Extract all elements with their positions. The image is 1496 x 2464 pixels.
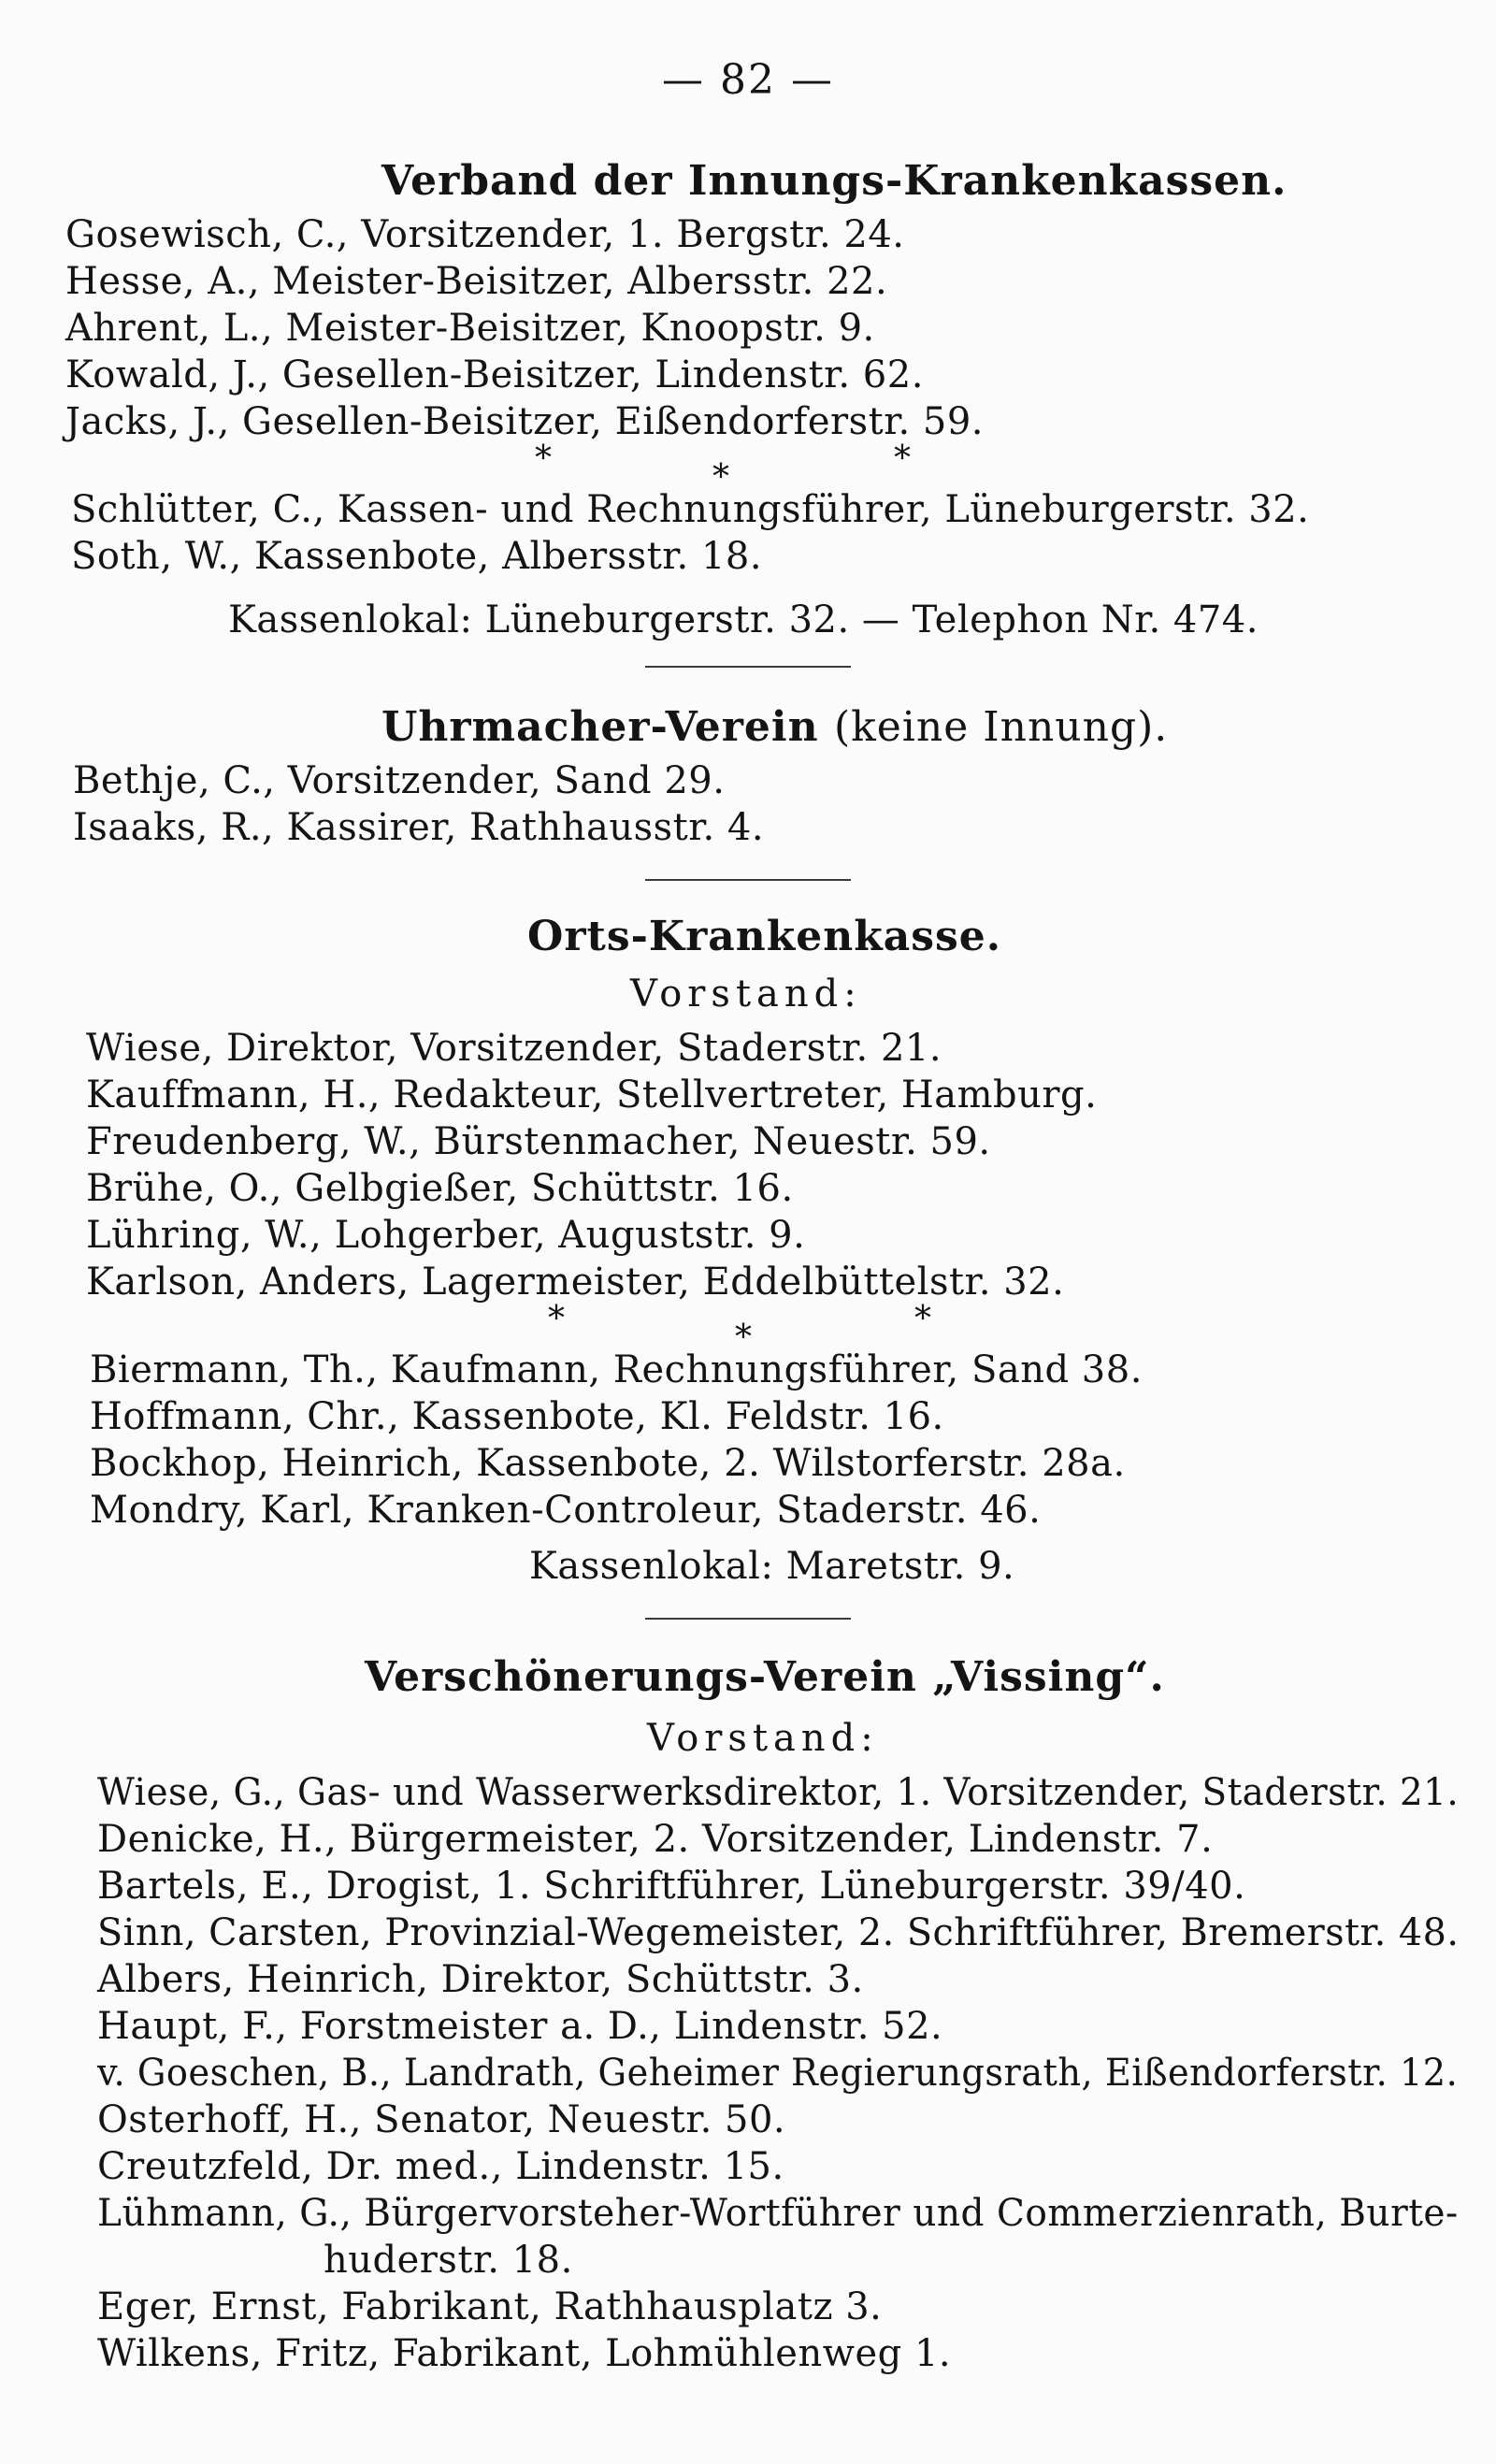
separator-star: * [914,1300,931,1338]
entry-line: Kowald, J., Gesellen-Beisitzer, Lindenstr. 62. [65,353,924,396]
divider-rule [645,879,851,881]
entry-line: Wiese, G., Gas- und Wasserwerksdirektor, 1. Vorsitzender, Staderstr. 21. [97,1771,1460,1814]
entry-line: Wiese, Direktor, Vorsitzender, Staderstr. 21. [86,1027,942,1070]
page-number: — 82 — [662,56,834,104]
entry-line: Creutzfeld, Dr. med., Lindenstr. 15. [97,2145,784,2188]
section-title-text: Uhrmacher-Verein [381,703,819,751]
entry-line: Lühring, W., Lohgerber, Auguststr. 9. [86,1214,806,1257]
entry-line: Lühmann, G., Bürgervorsteher-Wortführer und Commerzienrath, Burte- [97,2192,1459,2235]
section-title-verschoenerungs-verein: Verschönerungs-Verein „Vissing“. [365,1653,1165,1701]
separator-star: * [712,458,729,497]
entry-line: Kauffmann, H., Redakteur, Stellvertreter, Hamburg. [86,1073,1098,1117]
section-subtitle: Vorstand: [630,973,862,1016]
entry-line: Hoffmann, Chr., Kassenbote, Kl. Feldstr. 16. [90,1395,944,1438]
section-title-note: (keine Innung). [833,703,1169,751]
section-title-orts-krankenkasse: Orts-Krankenkasse. [527,913,1002,960]
entry-line: Gosewisch, C., Vorsitzender, 1. Bergstr. 24. [65,213,905,256]
section-subtitle: Vorstand: [647,1717,879,1760]
entry-line: Jacks, J., Gesellen-Beisitzer, Eißendorferstr. 59. [65,400,984,443]
entry-line: Wilkens, Fritz, Fabrikant, Lohmühlenweg 1. [97,2332,952,2375]
divider-rule [645,1618,851,1620]
entry-line: Hesse, A., Meister-Beisitzer, Albersstr. 22. [65,260,888,303]
entry-line: Brühe, O., Gelbgießer, Schüttstr. 16. [86,1167,794,1210]
entry-line: Haupt, F., Forstmeister a. D., Lindenstr. 52. [97,2005,943,2048]
entry-line: Denicke, H., Bürgermeister, 2. Vorsitzender, Lindenstr. 7. [97,1818,1214,1861]
divider-rule [645,666,851,668]
separator-star: * [894,439,911,478]
entry-line: Bockhop, Heinrich, Kassenbote, 2. Wilstorferstr. 28a. [90,1442,1126,1485]
entry-line: Eger, Ernst, Fabrikant, Rathhausplatz 3. [97,2285,883,2328]
entry-line: Soth, W., Kassenbote, Albersstr. 18. [71,535,763,578]
separator-star: * [548,1300,565,1338]
entry-line: Schlütter, C., Kassen- und Rechnungsführer, Lüneburgerstr. 32. [71,488,1310,531]
entry-line: Karlson, Anders, Lagermeister, Eddelbüttelstr. 32. [86,1261,1065,1304]
section-footer: Kassenlokal: Lüneburgerstr. 32. — Telephon Nr. 474. [228,598,1259,641]
entry-line-continuation: huderstr. 18. [324,2239,573,2282]
section-footer: Kassenlokal: Maretstr. 9. [529,1545,1015,1588]
entry-line: Albers, Heinrich, Direktor, Schüttstr. 3. [97,1958,864,2001]
entry-line: Bethje, C., Vorsitzender, Sand 29. [73,759,726,802]
entry-line: Freudenberg, W., Bürstenmacher, Neuestr. 59. [86,1120,991,1163]
entry-line: Sinn, Carsten, Provinzial-Wegemeister, 2. Schriftführer, Bremerstr. 48. [97,1911,1460,1954]
separator-star: * [535,439,552,478]
entry-line: Bartels, E., Drogist, 1. Schriftführer, Lüneburgerstr. 39/40. [97,1865,1246,1908]
entry-line: v. Goeschen, B., Landrath, Geheimer Regierungsrath, Eißendorferstr. 12. [97,2052,1459,2095]
entry-line: Ahrent, L., Meister-Beisitzer, Knoopstr. 9. [65,307,875,350]
section-title-innungs-krankenkassen: Verband der Innungs-Krankenkassen. [381,157,1287,205]
section-title-uhrmacher-verein [381,703,1168,751]
entry-line: Mondry, Karl, Kranken-Controleur, Staderstr. 46. [90,1489,1042,1532]
entry-line: Biermann, Th., Kaufmann, Rechnungsführer, Sand 38. [90,1348,1143,1391]
entry-line: Isaaks, R., Kassirer, Rathhausstr. 4. [73,806,765,849]
entry-line: Osterhoff, H., Senator, Neuestr. 50. [97,2098,786,2141]
separator-star: * [735,1318,752,1357]
